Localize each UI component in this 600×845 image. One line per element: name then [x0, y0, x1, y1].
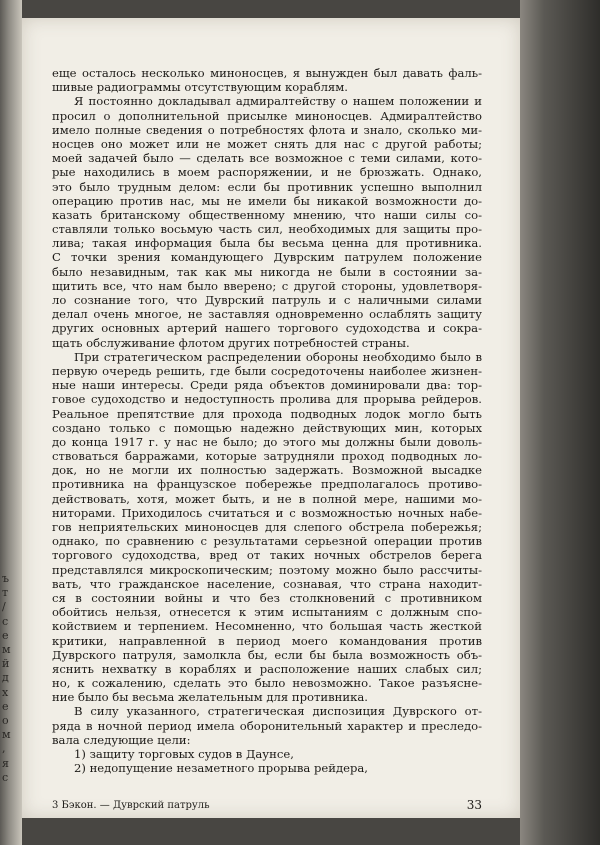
margin-letter: с	[2, 770, 9, 784]
text-line: койствием и терпением. Несомненно, что большая часть жесткой	[52, 619, 482, 634]
text-line: торгового судоходства, вред от таких ночных обстрелов берега	[52, 548, 482, 563]
text-line: Реальное препятствие для прохода подводных лодок могло быть	[52, 406, 482, 421]
text-line: вала следующие цели:	[52, 732, 191, 747]
text-line: Дуврского патруля, замолкла бы, если бы была возможность объ-	[52, 647, 482, 662]
text-line: 2) недопущение незаметного прорыва рейдера,	[74, 761, 368, 776]
page-sheet	[22, 18, 520, 818]
text-line: обойтись нельзя, отнесется к этим испытаниям с должным спо-	[52, 605, 482, 620]
margin-letter: м	[2, 728, 11, 742]
text-line: моей задачей было — сделать все возможное с теми силами, кото-	[52, 151, 482, 166]
text-line: просил о дополнительной присылке миноносцев. Адмиралтейство	[52, 108, 482, 123]
page-number: 33	[466, 798, 482, 812]
text-line: ряда в ночной период имела оборонительный характер и преследо-	[52, 718, 482, 733]
text-line: яснить нехватку в кораблях и расположение наших слабых сил;	[52, 661, 482, 676]
text-line: однако, по сравнению с результатами серьезной операции против	[52, 534, 482, 549]
text-line: представлялся микроскопическим; поэтому можно было рассчиты-	[52, 562, 482, 577]
margin-letter: /	[2, 600, 6, 614]
text-line: действовать, хотя, может быть, и не в полной мере, нашими мо-	[52, 491, 482, 506]
text-line: было незавидным, так как мы никогда не были в состоянии за-	[52, 264, 482, 279]
margin-letter: е	[2, 699, 9, 713]
margin-letter: д	[2, 671, 9, 685]
page-footer	[52, 800, 482, 816]
margin-letter: ъ	[2, 572, 9, 585]
text-line: 1) защиту торговых судов в Даунсе,	[74, 747, 294, 761]
margin-letter: о	[2, 714, 9, 728]
margin-letter: й	[2, 657, 10, 671]
text-line: При стратегическом распределении обороны необходимо было в	[74, 349, 482, 364]
text-line: создано только с помощью надежно действующих мин, которых	[52, 420, 482, 435]
margin-letter: с	[2, 614, 9, 628]
text-line: док, но не могли их полностью задержать. Возможной высадке	[52, 463, 482, 478]
text-line: ло сознание того, что Дуврский патруль и с наличными силами	[52, 293, 482, 307]
margin-letter: т	[2, 586, 9, 600]
text-line: говое судоходство и недоступность пролива для прорыва рейдеров.	[52, 392, 482, 407]
text-line: С точки зрения командующего Дуврским патрулем положение	[52, 250, 482, 265]
text-line: рые находились в моем распоряжении, и не брюзжать. Однако,	[52, 165, 482, 180]
margin-letter: х	[2, 685, 9, 699]
text-line: Я постоянно докладывал адмиралтейству о нашем положении и	[74, 94, 482, 109]
text-line: ся в состоянии войны и что без столкновений с противником	[52, 590, 482, 605]
text-line: это было трудным делом: если бы противник успешно выполнил	[52, 179, 482, 194]
text-line: гов неприятельских миноносцев для слепого обстрела побережья;	[52, 520, 482, 534]
text-line: первую очередь решить, где были сосредоточены наиболее жизнен-	[52, 363, 482, 378]
text-line: вать, что гражданское население, сознавая, что страна находит-	[52, 576, 482, 591]
margin-letter: м	[2, 643, 11, 657]
text-line: ставляли только восьмую часть сил, необходимых для защиты про-	[52, 222, 482, 237]
text-line: еще осталось несколько миноносцев, я вынужден был давать фаль-	[52, 66, 482, 80]
text-line: до конца 1917 г. у нас не было; до этого мы должны были доволь-	[52, 434, 482, 449]
text-line: других основных артерий нашего торгового судоходства и сокра-	[52, 321, 482, 336]
left-page-letters	[2, 572, 18, 785]
text-line: шивые радиограммы отсутствующим кораблям.	[52, 80, 348, 95]
margin-letter: я	[2, 756, 9, 770]
text-line: В силу указанного, стратегическая диспозиция Дуврского от-	[74, 704, 482, 719]
right-page-edge	[520, 0, 600, 845]
text-line: ниторами. Приходилось считаться и с возможностью ночных набе-	[52, 505, 482, 520]
text-line: носцев оно может или не может снять для нас с другой работы;	[52, 136, 482, 151]
text-line: операцию против нас, мы не имели бы никакой возможности до-	[52, 193, 482, 208]
printer-signature: 3 Бэкон. — Дуврский патруль	[52, 800, 210, 811]
text-line: противника на французское побережье предполагалось противо-	[52, 477, 482, 492]
text-line: делал очень многое, не заставляя одновременно ослаблять защиту	[52, 307, 482, 322]
body-text	[52, 66, 482, 775]
text-line: имело полные сведения о потребностях флота и знало, сколько ми-	[52, 122, 482, 137]
margin-letter: ,	[2, 742, 6, 756]
text-line: ствоваться барражами, которые затрудняли проход подводных ло-	[52, 449, 482, 464]
text-line: щитить все, что нам было вверено; с другой стороны, удовлетворя-	[52, 278, 482, 293]
text-line: щать обслуживание флотом других потребностей страны.	[52, 335, 410, 350]
text-line: ные наши интересы. Среди ряда объектов доминировали два: тор-	[52, 378, 482, 393]
text-line: лива; такая информация была бы весьма ценна для противника.	[52, 236, 482, 251]
text-line: ние было бы весьма желательным для противника.	[52, 690, 368, 705]
text-line: критики, направленной в период моего командования против	[52, 633, 482, 648]
text-line: но, к сожалению, сделать это было невозможно. Такое разъясне-	[52, 676, 482, 691]
margin-letter: е	[2, 628, 9, 642]
text-line: казать британскому общественному мнению, что наши силы со-	[52, 207, 482, 222]
